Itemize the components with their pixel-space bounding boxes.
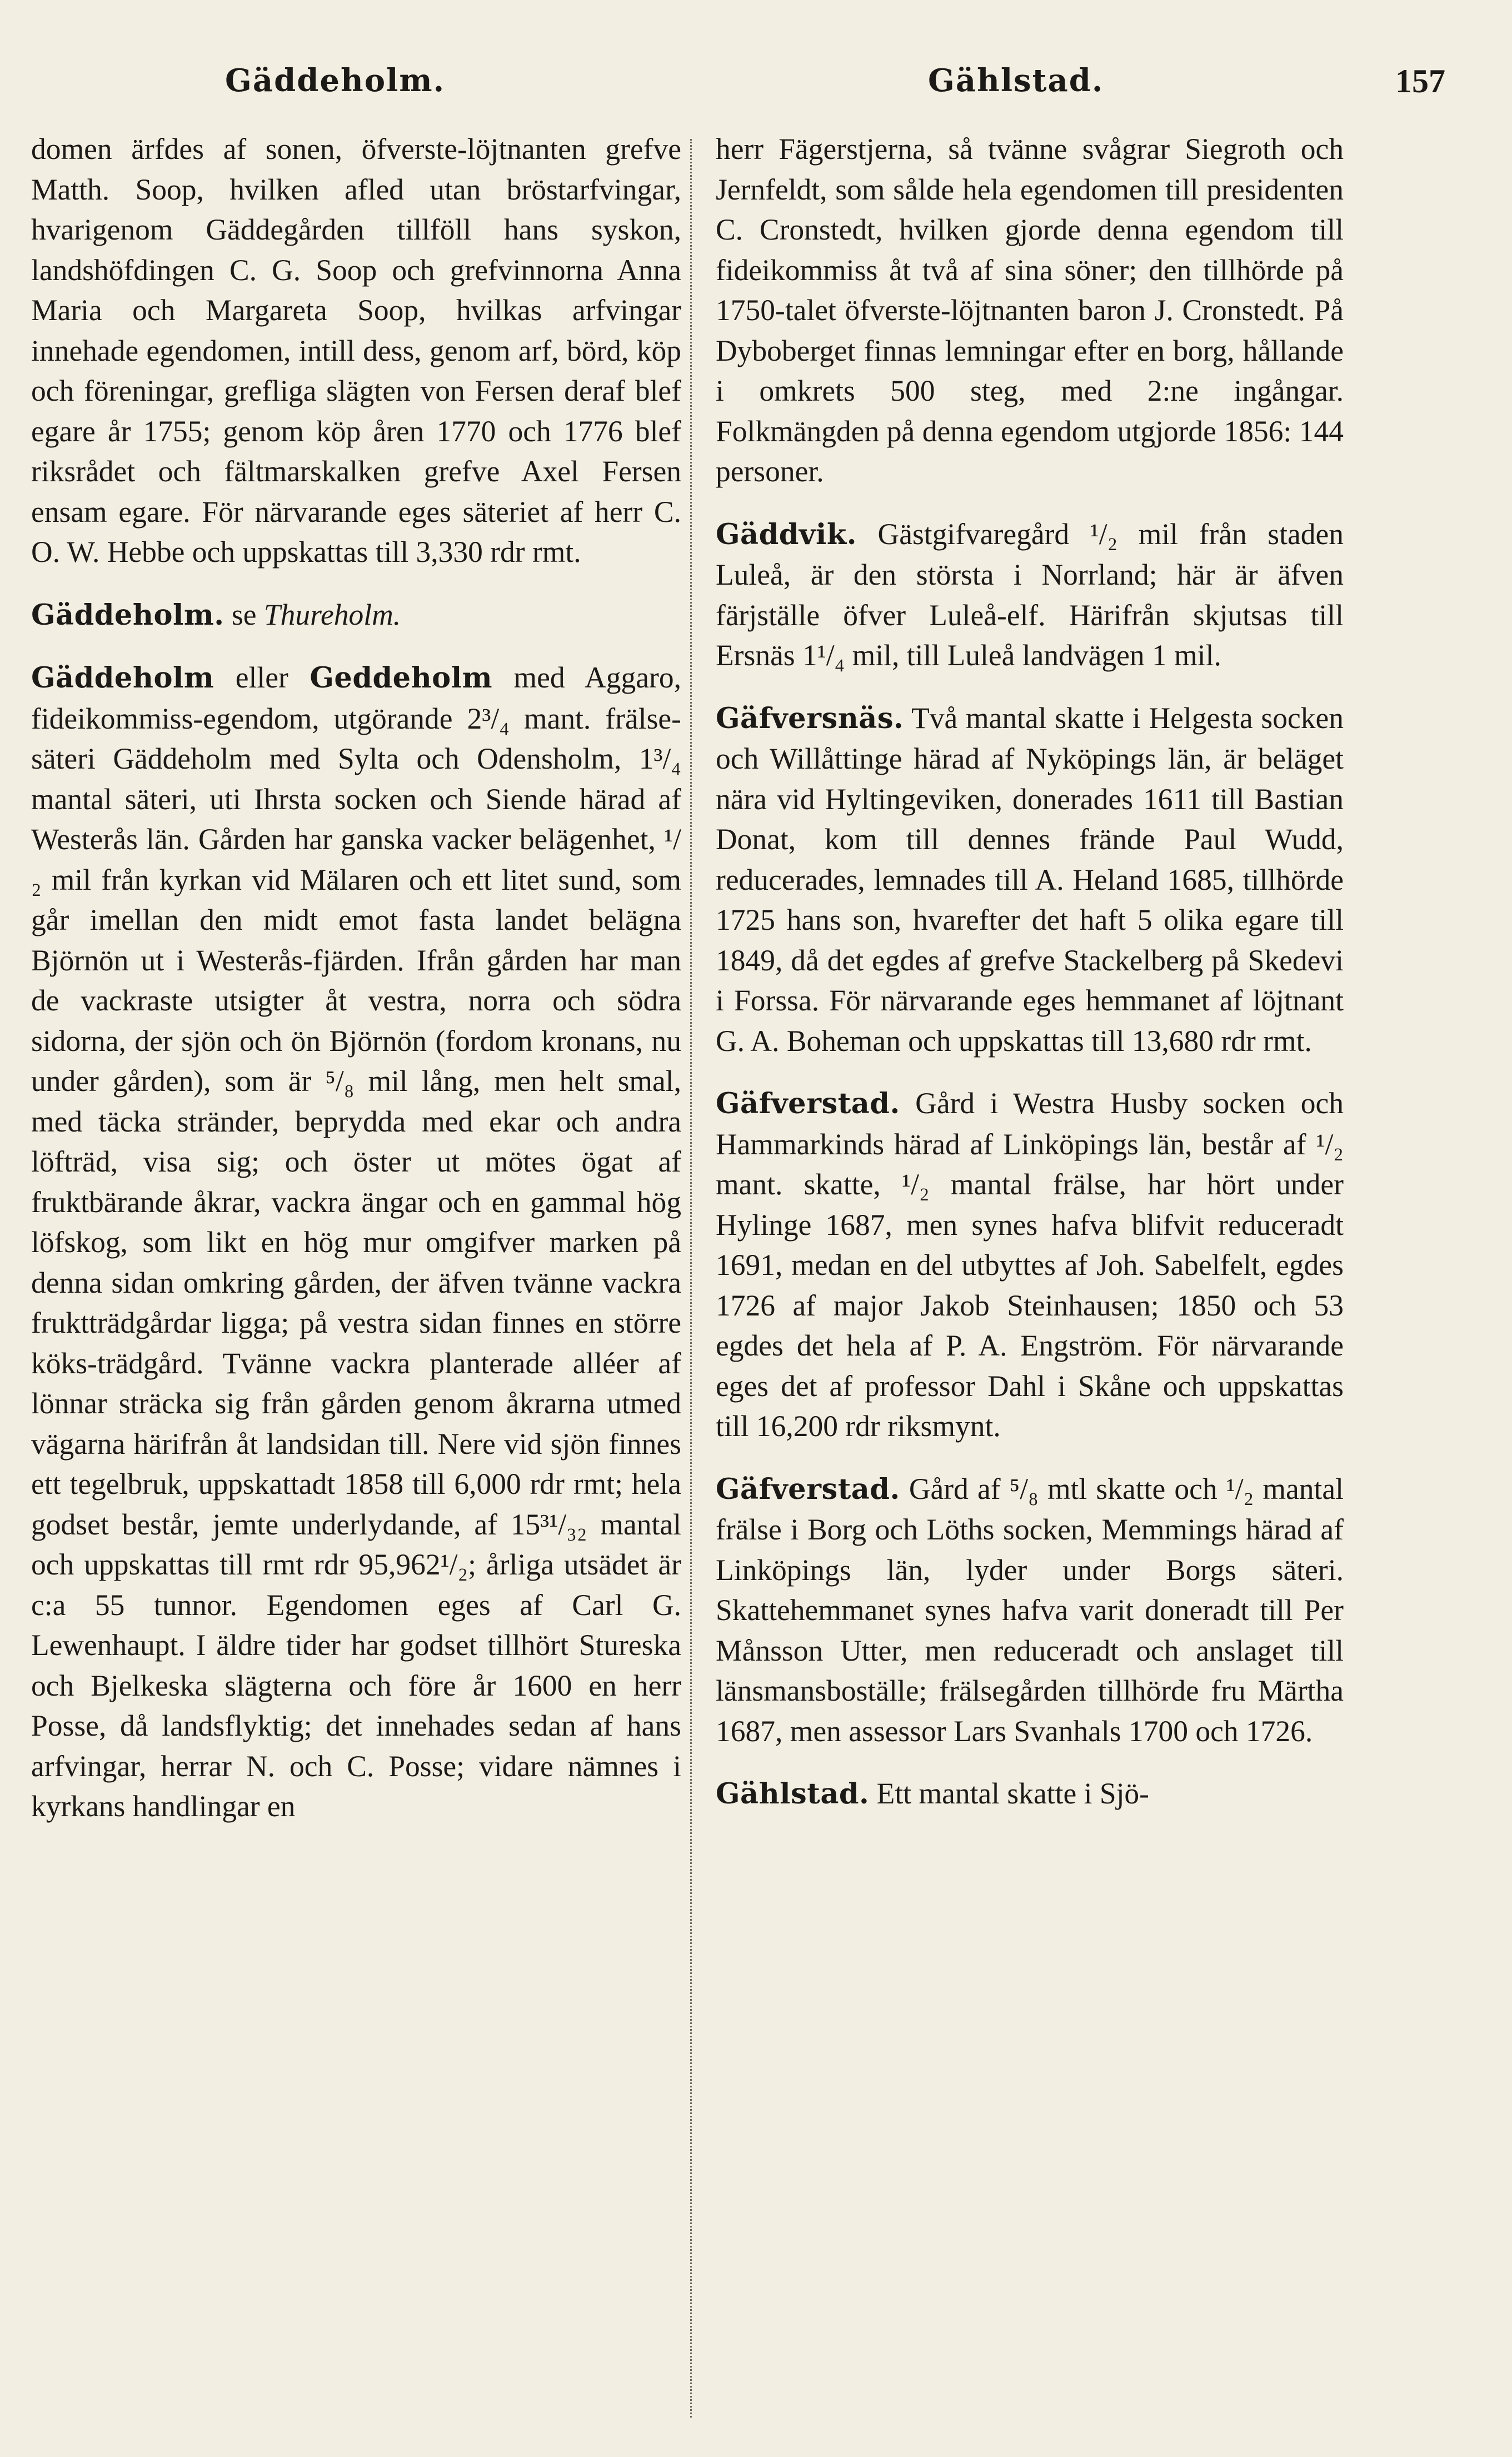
entry-headword: Gäddeholm. xyxy=(31,598,224,632)
entry-headword: Gäfverstad. xyxy=(716,1087,900,1120)
entry-text: Gård i Westra Husby socken och Hammarkinds härad af Linköpings län, består af ¹/₂ mant. skatte, ¹/₂ mantal frälse, har hört under Hylinge 1687, men synes hafva blifvit reduceradt 1691, medan en del utbyttes af Joh. Sabelfelt, egdes 1726 af major Jakob Steinhausen; 1850 och 53 egdes det hela af P. A. Engström. För närvarande eges det af professor Dahl i Skåne och uppskattas till 16,200 rdr riksmynt. xyxy=(716,1087,1344,1443)
page-number: 157 xyxy=(1395,63,1445,99)
cross-reference: Thureholm. xyxy=(263,597,401,631)
entry-headword: Gählstad. xyxy=(716,1777,870,1811)
entry-gaddeholm-ref xyxy=(31,595,681,636)
entry-text: eller xyxy=(214,661,310,694)
entry-text: se xyxy=(224,597,264,631)
entry-headword: Gäfverstad. xyxy=(716,1472,900,1506)
entry-text: Ett mantal skatte i Sjö- xyxy=(869,1777,1150,1810)
entry-gaddvik xyxy=(716,514,1344,676)
running-head-left: Gäddeholm. xyxy=(225,62,446,99)
running-head-right: Gählstad. xyxy=(928,62,1104,99)
entry-text: med Aggaro, fideikommiss-egendom, utgörande 2³/₄ mant. frälse-säteri Gäddeholm med Sylta och Odensholm, 1³/₄ mantal säteri, uti Ihrsta socken och Siende härad af Westerås län. Gården har ganska vacker belägenhet, ¹/₂ mil från kyrkan vid Mälaren och ett litet sund, som går imellan den midt emot fasta landet belägna Björnön ut i Westerås-fjärden. Ifrån gården har man de vackraste utsigter åt vestra, norra och södra sidorna, der sjön och ön Björnön (fordom kronans, nu under gården), som är ⁵/₈ mil lång, men helt smal, med täcka stränder, beprydda med ekar och andra löfträd, visa sig; och öster ut mötes ögat af fruktbärande åkrar, vackra ängar och en gammal hög löfskog, som likt en hög mur omgifver marken på denna sidan omkring gården, der äfven tvänne vackra fruktträdgårdar ligga; på vestra sidan finnes en större köks-trädgård. Tvänne vackra planterade alléer af lönnar sträcka sig från gården genom åkrarna utmed vägarna härifrån åt landsidan till. Nere vid sjön finnes ett tegelbruk, uppskattadt 1858 till 6,000 rdr rmt; hela godset består, jemte underlydande, af 15³¹/₃₂ mantal och uppskattas till rmt rdr 95,962¹/₂; årliga utsädet är c:a 55 tunnor. Egendomen eges af Carl G. Lewenhaupt. I äldre tider har godset tillhört Stureska och Bjelkeska slägterna och före år 1600 en herr Posse, då landsflyktig; det innehades sedan af hans arfvingar, herrar N. och C. Posse; vidare nämnes i kyrkans handlingar en xyxy=(31,661,681,1823)
left-column xyxy=(31,129,681,1827)
entry-headword: Gäddeholm xyxy=(31,661,214,695)
right-column xyxy=(716,129,1344,1815)
entry-gafversnas xyxy=(716,698,1344,1061)
entry-gafverstad-2 xyxy=(716,1469,1344,1752)
paragraph-continuation: herr Fägerstjerna, så tvänne svågrar Siegroth och Jernfeldt, som sålde hela egendomen till presidenten C. Cronstedt, hvilken gjorde denna egendom till fideikommiss åt två af sina söner; den tillhörde på 1750-talet öfverste-löjtnanten baron J. Cronstedt. På Dyboberget finnas lemningar efter en borg, hållande i omkrets 500 steg, med 2:ne ingångar. Folkmängden på denna egendom utgjorde 1856: 144 personer. xyxy=(716,132,1344,488)
entry-gahlstad xyxy=(716,1773,1344,1815)
entry-gafverstad-1 xyxy=(716,1083,1344,1447)
entry-text: Gård af ⁵/₈ mtl skatte och ¹/₂ mantal frälse i Borg och Löths socken, Memmings härad af Linköpings län, lyder under Borgs säteri. Skattehemmanet synes hafva varit doneradt till Per Månsson Utter, men reduceradt och anslaget till länsmansboställe; frälsegården tillhörde fru Märtha 1687, men assessor Lars Svanhals 1700 och 1726. xyxy=(716,1472,1344,1748)
paragraph-continuation: domen ärfdes af sonen, öfverste-löjtnanten grefve Matth. Soop, hvilken afled utan bröstarfvingar, hvarigenom Gäddegården tillföll hans syskon, landshöfdingen C. G. Soop och grefvinnorna Anna Maria och Margareta Soop, hvilkas arfvingar innehade egendomen, intill dess, genom arf, börd, köp och föreningar, grefliga slägten von Fersen deraf blef egare år 1755; genom köp åren 1770 och 1776 blef riksrådet och fältmarskalken grefve Axel Fersen ensam egare. För närvarande eges säteriet af herr C. O. W. Hebbe och uppskattas till 3,330 rdr rmt. xyxy=(31,132,681,569)
entry-gaddeholm xyxy=(31,657,681,1827)
entry-headword: Gäddvik. xyxy=(716,517,857,551)
entry-text: Två mantal skatte i Helgesta socken och Willåttinge härad af Nyköpings län, är beläget nära vid Hyltingeviken, donerades 1611 till Bastian Donat, kom till dennes frände Paul Wudd, reducerades, lemnades till A. Heland 1685, tillhörde 1725 hans son, hvarefter det haft 5 olika egare till 1849, då det egdes af grefve Stackelberg på Skedevi i Forssa. För närvarande eges hemmanet af löjtnant G. A. Boheman och uppskattas till 13,680 rdr rmt. xyxy=(716,701,1344,1058)
column-divider xyxy=(690,139,692,2418)
entry-headword: Gäfversnäs. xyxy=(716,701,904,735)
entry-headword-alt: Geddeholm xyxy=(310,661,493,695)
page-header xyxy=(33,62,1479,112)
entry-text: Gästgifvaregård ¹/₂ mil från staden Luleå, är den största i Norrland; här är äfven färjställe öfver Luleå-elf. Härifrån skjutsas till Ersnäs 1¹/₄ mil, till Luleå landvägen 1 mil. xyxy=(716,517,1344,672)
